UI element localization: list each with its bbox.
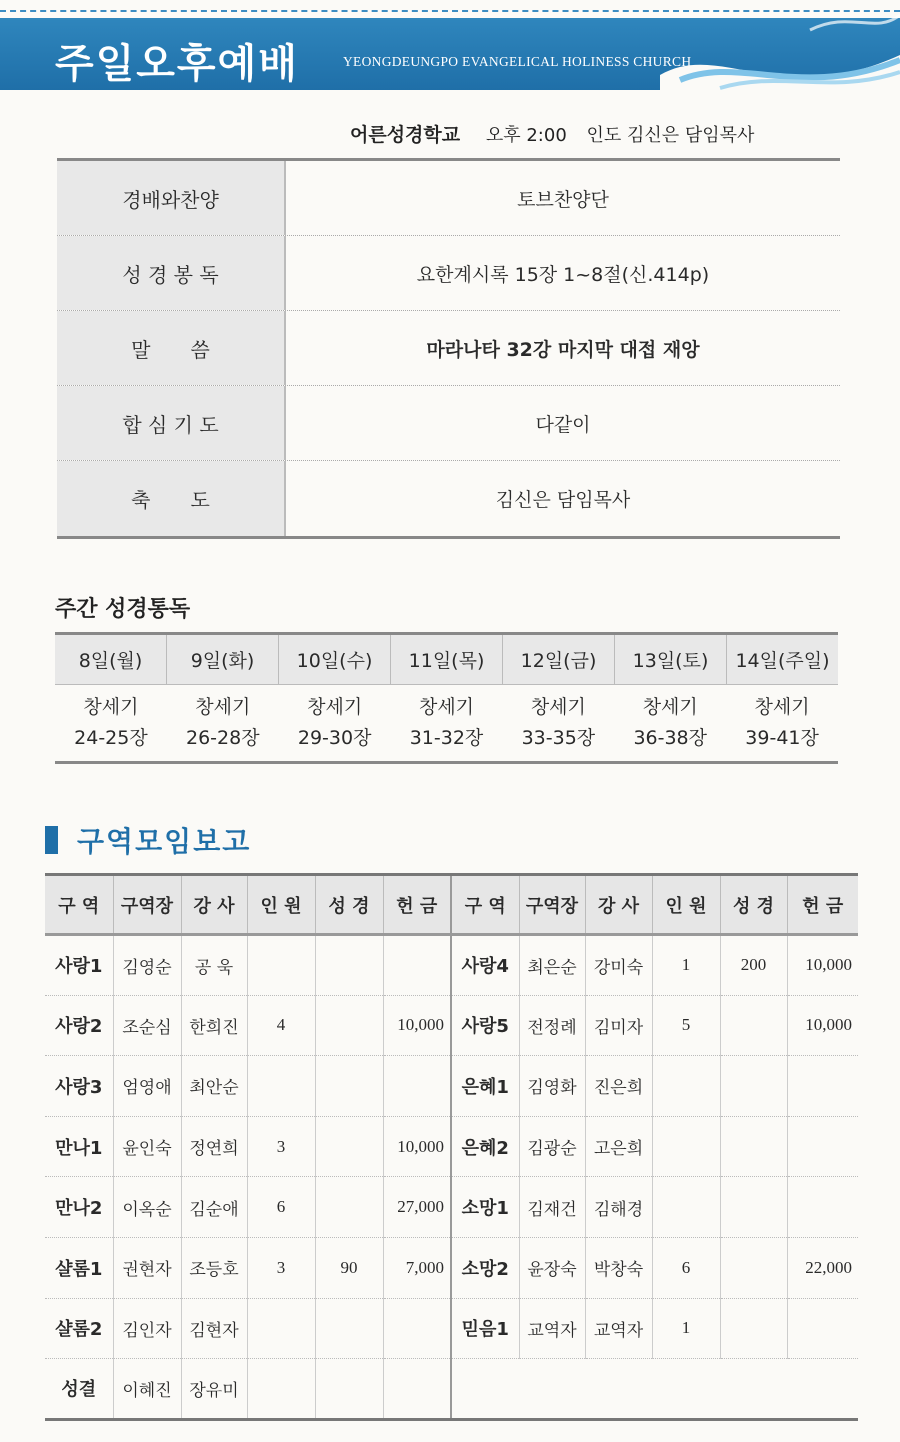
district-name: 샬롬2 [45, 1298, 113, 1359]
district-name: 은혜1 [451, 1056, 519, 1117]
reading-chapters: 26-28장 [186, 727, 260, 749]
reading-book: 창세기 [642, 696, 698, 718]
weekly-reading-cell [614, 685, 726, 761]
schedule-time: 오후 2:00 [485, 125, 567, 146]
reading-chapters: 24-25장 [74, 727, 148, 749]
attendance [247, 935, 315, 996]
attendance: 1 [652, 1298, 720, 1359]
reading-chapters: 39-41장 [745, 727, 819, 749]
district-teacher: 김미자 [585, 995, 652, 1056]
district-teacher: 장유미 [181, 1359, 247, 1420]
column-header: 성 경 [720, 875, 787, 935]
bible-reading [720, 1298, 787, 1359]
column-header: 헌 금 [787, 875, 858, 935]
reading-book: 창세기 [530, 696, 586, 718]
column-header: 헌 금 [383, 875, 451, 935]
district-teacher: 김현자 [181, 1298, 247, 1359]
service-label: 합 심 기 도 [57, 386, 286, 460]
district-leader: 김영화 [519, 1056, 585, 1117]
district-leader: 김영순 [113, 935, 181, 996]
attendance: 5 [652, 995, 720, 1056]
district-name: 믿음1 [451, 1298, 519, 1359]
district-name: 사랑2 [45, 995, 113, 1056]
district-name: 사랑5 [451, 995, 519, 1056]
report-title: 구역모임보고 [77, 825, 252, 858]
offering [383, 935, 451, 996]
service-label: 축 도 [57, 461, 286, 536]
district-leader: 조순심 [113, 995, 181, 1056]
district-teacher: 강미숙 [585, 935, 652, 996]
column-header: 구역장 [519, 875, 585, 935]
service-label: 경배와찬양 [57, 161, 286, 235]
table-row [45, 1177, 858, 1238]
district-leader: 윤인숙 [113, 1116, 181, 1177]
attendance: 6 [247, 1177, 315, 1238]
district-report-table [45, 873, 858, 1421]
reading-chapters: 31-32장 [409, 727, 484, 749]
bible-reading [315, 995, 383, 1056]
church-name: YEONGDEUNGPO EVANGELICAL HOLINESS CHURCH [343, 54, 692, 69]
district-name: 만나2 [45, 1177, 113, 1238]
district-teacher: 정연희 [181, 1116, 247, 1177]
table-row [45, 935, 858, 996]
weekly-day: 14일(주일) [735, 650, 830, 672]
offering [383, 1056, 451, 1117]
heading-bar-icon [45, 826, 58, 854]
service-value: 다같이 [535, 413, 591, 436]
service-row [57, 311, 840, 386]
column-header: 강 사 [181, 875, 247, 935]
table-row [45, 995, 858, 1056]
district-leader: 권현자 [113, 1237, 181, 1298]
table-row [45, 1237, 858, 1298]
weekly-day: 9일(화) [167, 635, 279, 684]
attendance [652, 1177, 720, 1238]
offering: 10,000 [383, 995, 451, 1056]
weekly-reading-row [55, 685, 838, 761]
district-leader: 김인자 [113, 1298, 181, 1359]
district-teacher: 진은희 [585, 1056, 652, 1117]
bible-reading [315, 1116, 383, 1177]
page-header [0, 0, 900, 100]
schedule-name: 어른성경학교 [350, 124, 461, 146]
column-header: 인 원 [247, 875, 315, 935]
table-row [45, 1056, 858, 1117]
weekly-day: 10일(수) [279, 635, 391, 684]
bible-reading: 200 [720, 935, 787, 996]
district-name: 사랑4 [451, 935, 519, 996]
district-teacher: 김순애 [181, 1177, 247, 1238]
attendance [247, 1298, 315, 1359]
weekly-day: 8일(월) [55, 635, 167, 684]
bible-reading [720, 1056, 787, 1117]
report-header-row [45, 875, 858, 935]
district-teacher: 한희진 [181, 995, 247, 1056]
attendance [247, 1056, 315, 1117]
service-value: 토브찬양단 [517, 188, 609, 211]
weekly-day-row [55, 635, 838, 685]
column-header: 강 사 [585, 875, 652, 935]
weekly-reading-title: 주간 성경통독 [55, 597, 191, 622]
weekly-day: 13일(토) [615, 635, 727, 684]
district-leader: 최은순 [519, 935, 585, 996]
report-heading [45, 822, 251, 858]
district-teacher: 김해경 [585, 1177, 652, 1238]
bible-reading [720, 1116, 787, 1177]
attendance: 3 [247, 1116, 315, 1177]
bible-reading [315, 1177, 383, 1238]
weekly-reading-cell [726, 685, 838, 761]
district-leader: 교역자 [519, 1298, 585, 1359]
schedule-line [350, 120, 768, 147]
table-row [45, 1359, 858, 1420]
column-header: 구역장 [113, 875, 181, 935]
district-name: 은혜2 [451, 1116, 519, 1177]
offering: 7,000 [383, 1237, 451, 1298]
schedule-leader: 인도 김신은 담임목사 [586, 125, 755, 146]
offering [383, 1298, 451, 1359]
district-name: 사랑3 [45, 1056, 113, 1117]
page-title: 주일오후예배 [55, 41, 299, 87]
reading-chapters: 36-38장 [633, 727, 708, 749]
weekly-day: 11일(목) [391, 635, 503, 684]
attendance [652, 1056, 720, 1117]
sermon-title: 마라나타 32강 마지막 대접 재앙 [426, 338, 700, 361]
weekly-reading-table [55, 632, 838, 764]
weekly-reading-cell [502, 685, 614, 761]
service-row [57, 461, 840, 536]
offering: 27,000 [383, 1177, 451, 1238]
attendance [652, 1116, 720, 1177]
district-leader: 이옥순 [113, 1177, 181, 1238]
attendance: 4 [247, 995, 315, 1056]
district-teacher: 최안순 [181, 1056, 247, 1117]
weekly-reading-cell [279, 685, 391, 761]
bible-reading [315, 935, 383, 996]
offering: 10,000 [787, 995, 858, 1056]
district-teacher: 고은희 [585, 1116, 652, 1177]
service-order-table [57, 158, 840, 539]
attendance: 3 [247, 1237, 315, 1298]
column-header: 인 원 [652, 875, 720, 935]
reading-chapters: 33-35장 [521, 727, 596, 749]
service-label: 성 경 봉 독 [57, 236, 286, 310]
reading-book: 창세기 [83, 696, 139, 718]
service-row [57, 236, 840, 311]
bible-reading [315, 1056, 383, 1117]
offering [383, 1359, 451, 1420]
service-label: 말 씀 [57, 311, 286, 385]
service-row [57, 386, 840, 461]
reading-book: 창세기 [754, 696, 810, 718]
weekly-day: 12일(금) [503, 635, 615, 684]
bible-reading [315, 1298, 383, 1359]
district-name: 소망1 [451, 1177, 519, 1238]
bible-reading [720, 1237, 787, 1298]
weekly-reading-cell [391, 685, 503, 761]
district-name: 사랑1 [45, 935, 113, 996]
table-row [45, 1116, 858, 1177]
service-row [57, 161, 840, 236]
column-header: 성 경 [315, 875, 383, 935]
reading-book: 창세기 [195, 696, 251, 718]
bible-reading [720, 1177, 787, 1238]
district-name: 샬롬1 [45, 1237, 113, 1298]
district-leader: 김재건 [519, 1177, 585, 1238]
district-leader: 이혜진 [113, 1359, 181, 1420]
district-leader: 엄영애 [113, 1056, 181, 1117]
district-leader: 전정례 [519, 995, 585, 1056]
column-header: 구 역 [451, 875, 519, 935]
table-row [45, 1298, 858, 1359]
district-teacher: 교역자 [585, 1298, 652, 1359]
service-value: 김신은 담임목사 [495, 489, 631, 511]
district-teacher: 조등호 [181, 1237, 247, 1298]
district-leader: 윤장숙 [519, 1237, 585, 1298]
district-teacher: 공 욱 [181, 935, 247, 996]
district-name: 소망2 [451, 1237, 519, 1298]
offering: 10,000 [787, 935, 858, 996]
bible-reading: 90 [315, 1237, 383, 1298]
offering: 10,000 [383, 1116, 451, 1177]
offering [787, 1116, 858, 1177]
service-value: 요한계시록 15장 1~8절(신.414p) [416, 263, 710, 286]
attendance: 1 [652, 935, 720, 996]
district-teacher: 박창숙 [585, 1237, 652, 1298]
district-leader: 김광순 [519, 1116, 585, 1177]
offering [787, 1298, 858, 1359]
column-header: 구 역 [45, 875, 113, 935]
weekly-reading-cell [167, 685, 279, 761]
bible-reading [720, 995, 787, 1056]
attendance [247, 1359, 315, 1420]
wave-decoration-icon [660, 0, 900, 100]
offering [787, 1056, 858, 1117]
district-name: 만나1 [45, 1116, 113, 1177]
district-name: 성결 [45, 1359, 113, 1420]
offering [787, 1177, 858, 1238]
reading-book: 창세기 [418, 696, 475, 718]
offering: 22,000 [787, 1237, 858, 1298]
bible-reading [315, 1359, 383, 1420]
empty-cell [451, 1359, 858, 1420]
reading-chapters: 29-30장 [297, 727, 372, 749]
reading-book: 창세기 [307, 696, 363, 718]
weekly-reading-cell [55, 685, 167, 761]
attendance: 6 [652, 1237, 720, 1298]
